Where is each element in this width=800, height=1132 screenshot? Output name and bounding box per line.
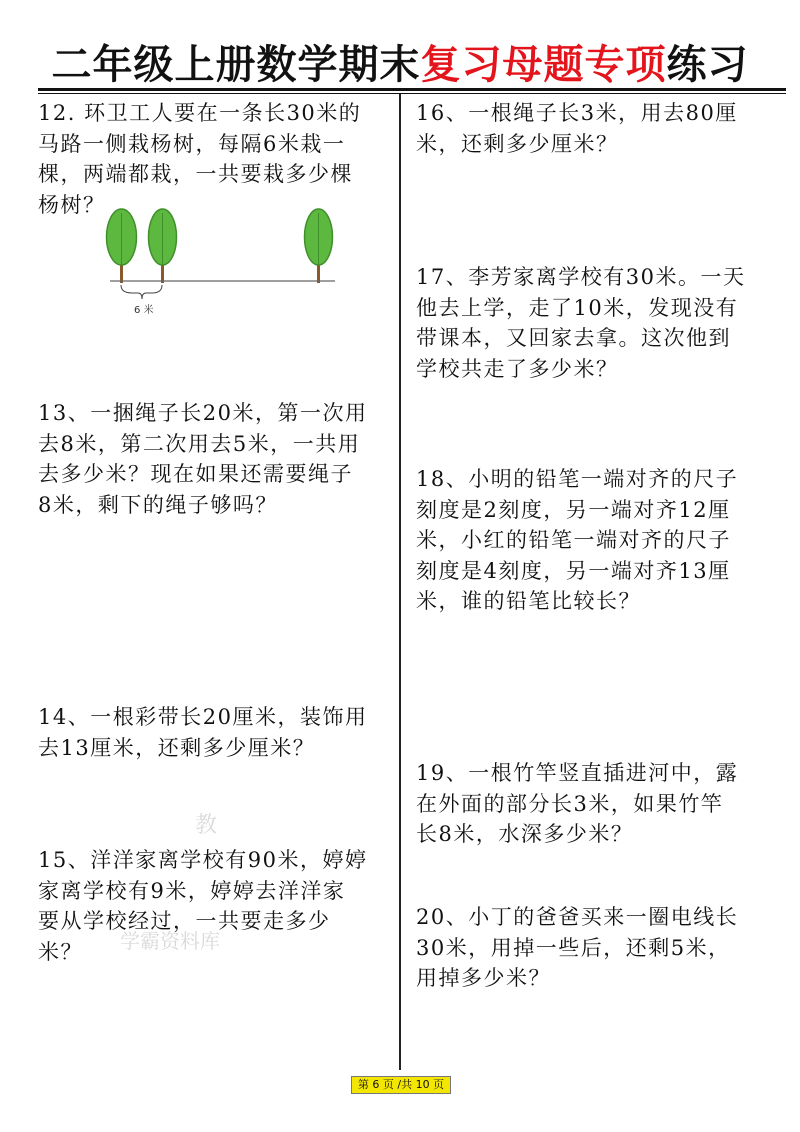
column-divider bbox=[399, 94, 401, 1070]
title-underline-thin bbox=[38, 93, 786, 94]
spacing-brace bbox=[121, 285, 162, 299]
title-part-3: 练习 bbox=[666, 42, 749, 88]
question-18: 18、小明的铅笔一端对齐的尺子 刻度是2刻度，另一端对齐12厘 米，小红的铅笔一端对齐的尺子 刻度是4刻度，另一端对齐13厘 米，谁的铅笔比较长？ bbox=[416, 467, 739, 613]
question-13: 13、一捆绳子长20米，第一次用 去8米，第二次用去5米，一共用 去多少米？现在如果还需要绳子 8米，剩下的绳子够吗？ bbox=[38, 401, 368, 517]
question-14: 14、一根彩带长20厘米，装饰用 去13厘米，还剩多少厘米？ bbox=[38, 705, 368, 760]
question-15: 15、洋洋家离学校有90米，婷婷 家离学校有9米，婷婷去洋洋家 要从学校经过，一共要走多少 米？ bbox=[38, 848, 368, 964]
question-12: 12. 环卫工人要在一条长30米的 马路一侧栽杨树，每隔6米栽一 棵，两端都栽，一共要栽多少棵 杨树？ bbox=[38, 101, 362, 217]
watermark-text: 教 bbox=[195, 813, 218, 838]
question-16: 16、一根绳子长3米，用去80厘 米，还剩多少厘米？ bbox=[416, 101, 738, 156]
question-20: 20、小丁的爸爸买来一圈电线长 30米，用掉一些后，还剩5米， 用掉多少米？ bbox=[416, 905, 739, 990]
page-title bbox=[0, 40, 800, 90]
spacing-label: 6 米 bbox=[134, 305, 154, 316]
title-part-1: 二年级上册数学期末 bbox=[51, 42, 421, 88]
page-number: 第 6 页 /共 10 页 bbox=[351, 1076, 451, 1094]
question-19: 19、一根竹竿竖直插进河中，露 在外面的部分长3米，如果竹竿 长8米，水深多少米？ bbox=[416, 761, 739, 846]
tree-icon bbox=[107, 209, 137, 283]
question-17: 17、李芳家离学校有30米。一天 他去上学，走了10米，发现没有 带课本，又回家去拿。这次他到 学校共走了多少米？ bbox=[416, 265, 746, 381]
watermark-text: 学霸资料库 bbox=[120, 929, 220, 953]
tree-icon bbox=[305, 209, 333, 283]
title-part-2-highlight: 复习母题专项 bbox=[420, 42, 667, 88]
title-underline-thick bbox=[38, 88, 786, 91]
tree-icon bbox=[149, 209, 177, 283]
tree-spacing-figure bbox=[100, 205, 345, 320]
